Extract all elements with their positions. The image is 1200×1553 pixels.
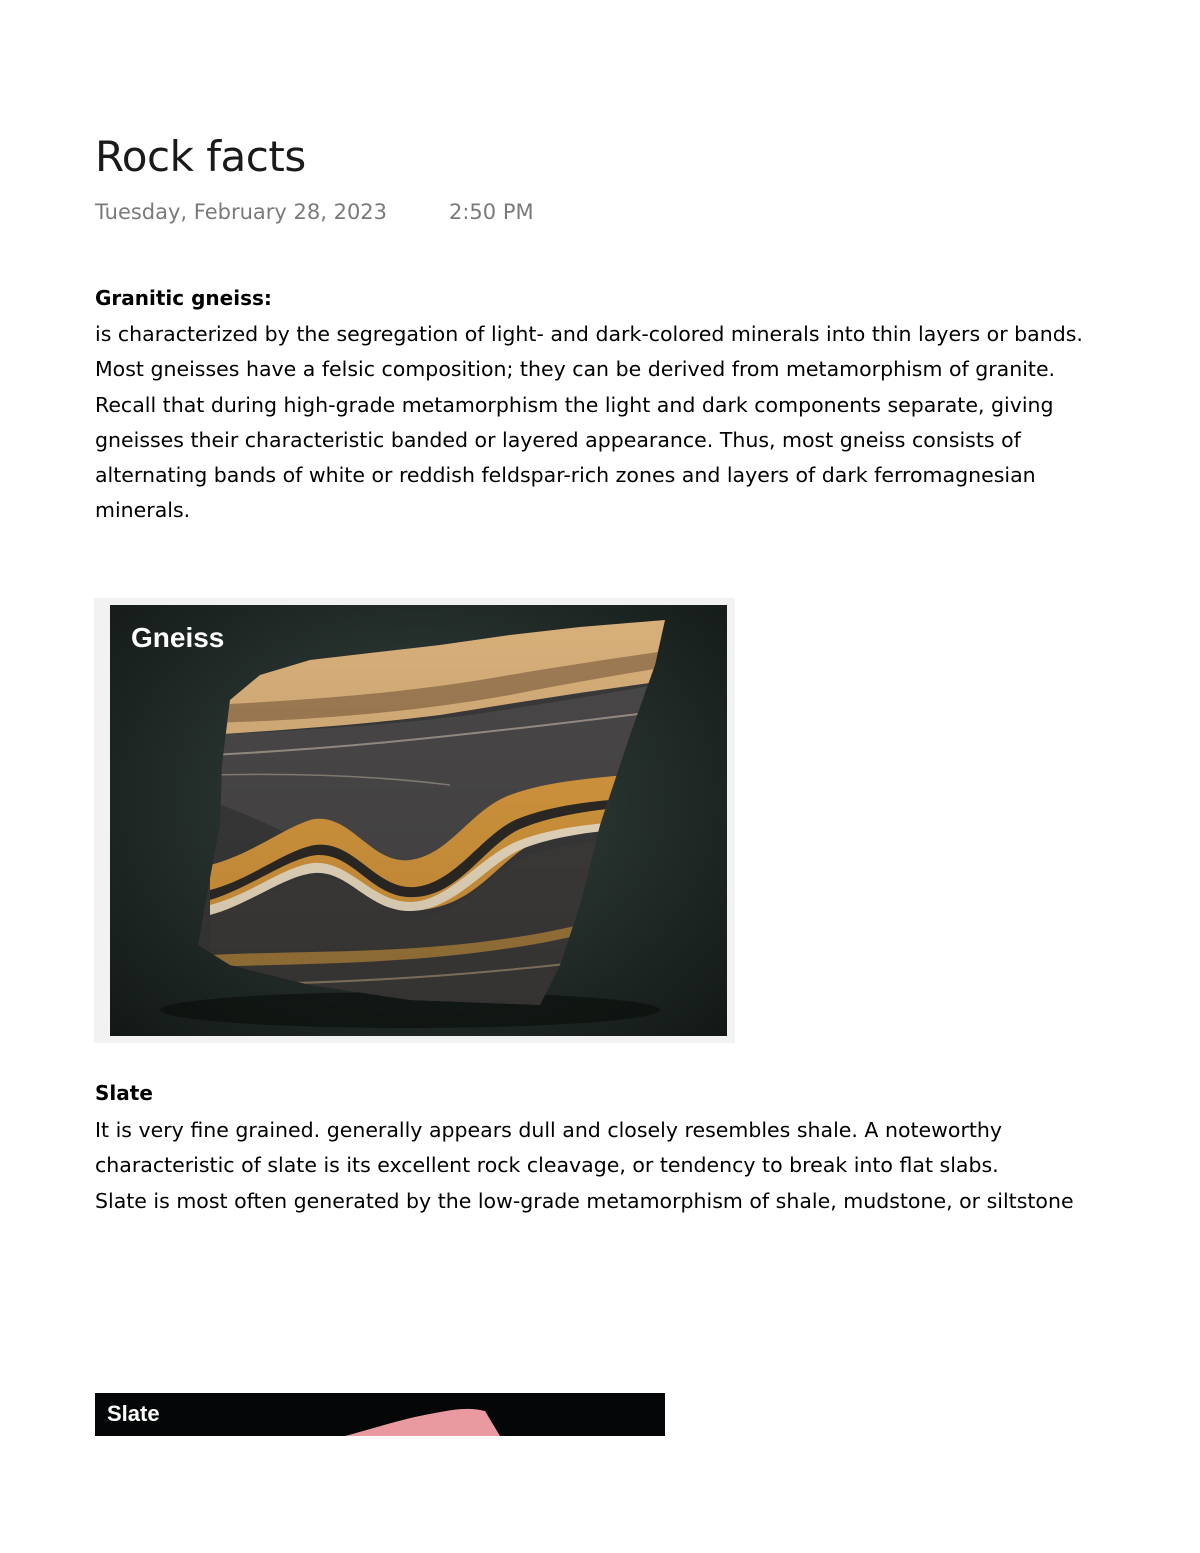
gneiss-rock-illustration [110,605,727,1036]
gneiss-image-frame [94,598,735,1043]
note-date: Tuesday, February 28, 2023 [95,200,388,224]
slate-paragraph-2: Slate is most often generated by the low-grade metamorphism of shale, mudstone, or siltstone [95,1188,1074,1213]
gneiss-image [110,605,727,1036]
gneiss-paragraph-2: Most gneisses have a felsic composition; they can be derived from metamorphism of granite. Recall that during high-grade metamorphism the light and dark components separate, giving gneisses their characteristic banded or layered appearance. Thus, most gneiss consists of alternating bands of white or reddish feldspar-rich zones and layers of dark ferromagnesian minerals. [95,357,1056,523]
slate-image-label: Slate [107,1401,160,1426]
note-time: 2:50 PM [449,200,534,224]
gneiss-paragraph-1: is characterized by the segregation of light- and dark-colored minerals into thin layers or bands. [95,322,1083,346]
gneiss-heading: Granitic gneiss: [95,286,272,310]
gneiss-body [95,317,1105,529]
slate-heading: Slate [95,1081,153,1105]
slate-rock-illustration [95,1393,665,1436]
slate-paragraph-1: It is very fine grained. generally appears dull and closely resembles shale. A noteworthy characteristic of slate is its excellent rock cleavage, or tendency to break into flat slabs. [95,1118,1003,1178]
slate-body [95,1113,1105,1219]
slate-image [95,1393,665,1436]
page-title: Rock facts [95,132,306,181]
gneiss-image-label: Gneiss [131,622,225,653]
